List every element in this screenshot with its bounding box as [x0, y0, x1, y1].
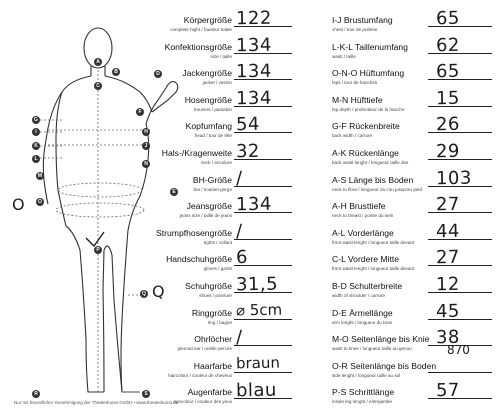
left-measurement-row [150, 34, 300, 69]
figure-marker-b: B [112, 68, 120, 76]
handwritten-value: / [235, 220, 243, 242]
figure-marker-s: S [142, 390, 150, 398]
measurement-translation: ring / bague [207, 319, 232, 325]
measurement-label: M-O Seitenlänge bis Knie [332, 334, 430, 345]
right-measurement-row [332, 140, 500, 175]
measurement-translation: tights / collant [203, 239, 232, 245]
measurement-label: G-F Rückenbreite [332, 121, 400, 132]
measurement-label: Hals-/Kragenweite [161, 148, 232, 158]
figure-marker-o: O [36, 198, 44, 206]
entry-line [428, 372, 492, 373]
right-measurement-row [332, 326, 500, 361]
measurement-translation: shoes / pointure [199, 293, 232, 298]
left-measurement-row [150, 167, 300, 202]
left-measurement-row [150, 353, 300, 388]
handwritten-value: blau [235, 380, 278, 402]
measurement-label: P-S Schrittlänge [332, 387, 395, 398]
measurement-translation: back waist lenght / longueur taille dos [332, 160, 409, 165]
measurement-translation: width of shoulder / carrure [332, 293, 386, 298]
figure-marker-p: P [94, 246, 102, 254]
measurement-translation: neck / encolure [200, 160, 232, 165]
measurement-translation: complete hight / hauteur totale [170, 27, 232, 32]
left-measurement-row [150, 114, 300, 148]
measurement-label: I-J Brustumfang [332, 15, 393, 25]
measurement-label: Jeansgröße [186, 201, 232, 212]
measurement-label: Augenfarbe [187, 387, 232, 398]
figure-marker-e: E [170, 188, 178, 196]
measurement-label: Schuhgröße [185, 281, 232, 291]
right-measurement-row [332, 247, 500, 281]
measurement-label: Konfektionsgröße [164, 41, 232, 52]
handwritten-value: 29 [435, 140, 461, 163]
measurement-translation: inside leg lenght / entrejambe [332, 399, 393, 405]
right-measurement-row [332, 300, 500, 335]
figure-marker-n: N [142, 160, 150, 168]
handwritten-value: braun [235, 353, 281, 373]
handwritten-value: 38 [435, 326, 461, 349]
measurement-translation: hip depth / profondeur de la hanche [332, 106, 405, 112]
measurement-translation: side lenght / longueur taille au sol [332, 372, 401, 378]
handwritten-value: 134 [235, 60, 273, 83]
right-measurement-row [332, 220, 500, 255]
handwritten-value: / [235, 167, 243, 189]
measurement-label: Strumpfhosengröße [156, 227, 232, 238]
left-measurement-row [150, 300, 300, 335]
handwritten-value: 12 [435, 273, 461, 296]
handwritten-mark-o: O [12, 195, 25, 214]
measurement-translation: trousers / pantalon [193, 106, 232, 112]
figure-marker-i: I [32, 128, 40, 136]
measurement-translation: jacket / veston [202, 80, 232, 86]
measurement-label: Jackengröße [182, 68, 232, 79]
measurement-label: C-L Vordere Mitte [332, 254, 400, 265]
figure-marker-j: J [142, 142, 150, 150]
right-measurement-row [332, 7, 500, 42]
measurement-label: Ringgröße [191, 307, 232, 318]
handwritten-value: 62 [435, 34, 461, 56]
handwritten-value: 57 [435, 380, 461, 402]
handwritten-value: 27 [435, 193, 461, 216]
handwritten-value: 122 [235, 7, 273, 30]
measurement-label: B-D Schulterbreite [332, 281, 403, 291]
figure-marker-c: C [94, 82, 102, 90]
right-measurement-row [332, 87, 500, 122]
figure-marker-d: D [154, 70, 162, 78]
measurement-translation: bra / soutien-gorge [193, 186, 232, 192]
figure-marker-g: G [32, 116, 40, 124]
or-side-length-extra-value: 870 [447, 343, 470, 357]
footer-credit: Nur mit freundlicher Genehmigung der Theaterkunst GmbH • www.theaterkunst.de [14, 400, 179, 405]
handwritten-value: ⌀ 5cm [235, 300, 283, 319]
measurement-translation: hips / tour de hanches [332, 80, 378, 86]
measurement-translation: neck to breast / pointe du sein [332, 213, 394, 219]
measurement-label: Handschuhgröße [166, 254, 232, 265]
measurement-label: A-K Rückenlänge [332, 148, 399, 158]
measurement-label: Ohrlöcher [194, 334, 232, 345]
measurement-label: D-E Ärmellänge [332, 307, 393, 318]
handwritten-value: 45 [435, 300, 461, 322]
measurement-translation: waist to knee / longueur taille au genou [332, 346, 412, 352]
measurement-label: A-L Vorderlänge [332, 227, 394, 238]
measurement-translation: waist / taille [332, 53, 356, 59]
handwritten-value: 134 [235, 87, 273, 110]
right-measurement-row [332, 273, 500, 308]
right-measurement-row [332, 34, 500, 69]
measurement-label: BH-Größe [192, 174, 232, 185]
left-measurement-row [150, 140, 300, 175]
handwritten-value: 27 [435, 247, 461, 269]
left-measurement-row [150, 220, 300, 255]
left-measurement-row [150, 193, 300, 228]
measurement-translation: haircolour / couleur de cheveux [168, 372, 232, 378]
figure-marker-a: A [94, 58, 102, 66]
measurement-translation: size / taille [210, 53, 232, 59]
measurement-translation: head / tour de tête [194, 133, 232, 139]
handwritten-value: 6 [235, 247, 249, 269]
right-measurement-row [332, 114, 500, 148]
left-measurement-row [150, 87, 300, 122]
handwritten-mark-q: Q [152, 282, 165, 301]
handwritten-value: 32 [235, 140, 261, 163]
left-measurement-row [150, 7, 300, 42]
figure-marker-l: L [32, 155, 40, 163]
left-measurement-row [150, 380, 300, 414]
figure-marker-h: H [142, 128, 150, 136]
measurement-label: M-N Hüfttiefe [332, 94, 383, 105]
handwritten-value: 44 [435, 220, 461, 243]
measurement-translation: eyecolour / couleur des yeux [173, 399, 232, 405]
measurement-translation: neck to floor / longueur du cou jusqu'au pied [332, 186, 423, 192]
handwritten-value: 26 [435, 114, 461, 136]
handwritten-value: 65 [435, 7, 461, 30]
handwritten-value: 31,5 [235, 273, 279, 296]
left-measurement-row [150, 60, 300, 95]
measurement-label: O-R Seitenlänge bis Boden [332, 360, 437, 371]
measurement-translation: pierced ear / oreille percée [177, 346, 232, 352]
handwritten-value: 54 [235, 114, 261, 136]
handwritten-value: 134 [235, 34, 273, 56]
measurement-label: A-H Brusttiefe [332, 201, 386, 212]
handwritten-value: 65 [435, 60, 461, 83]
figure-marker-q: Q [140, 290, 148, 298]
measurement-label: A-S Länge bis Boden [332, 174, 414, 185]
measurement-translation: jeans size / taille de jeans [179, 213, 232, 219]
right-measurement-row [332, 193, 500, 228]
measurement-label: Hosengröße [184, 94, 232, 105]
right-measurement-row [332, 167, 500, 202]
right-measurement-row [332, 60, 500, 95]
right-measurement-row [332, 380, 500, 414]
measurement-label: L-K-L Taillenumfang [332, 41, 408, 52]
measurement-translation: back width / carrure [332, 133, 373, 139]
measurement-label: O-N-O Hüftumfang [332, 68, 405, 79]
figure-marker-f: F [136, 108, 144, 116]
measurement-translation: arm lenght / longueur du bras [332, 319, 393, 325]
measurement-label: Körpergröße [183, 15, 232, 25]
figure-marker-r: R [32, 390, 40, 398]
measurement-label: Haarfarbe [193, 360, 232, 371]
measurement-translation: front waist lenght / longueur taille devant [332, 266, 415, 272]
measurement-label: Kopfumfang [185, 121, 232, 132]
measurement-translation: gloves / gants [203, 266, 232, 272]
figure-marker-k: K [32, 142, 40, 150]
handwritten-value: 134 [235, 193, 273, 216]
right-measurement-row [332, 358, 500, 388]
handwritten-value: 103 [435, 167, 473, 189]
measurement-translation: chest / tour de poitrine [332, 27, 378, 32]
figure-marker-m: M [37, 173, 43, 179]
measurement-translation: front waist lenght / longueur taille devant [332, 239, 415, 245]
handwritten-value: 15 [435, 87, 461, 110]
handwritten-value: / [235, 327, 243, 349]
